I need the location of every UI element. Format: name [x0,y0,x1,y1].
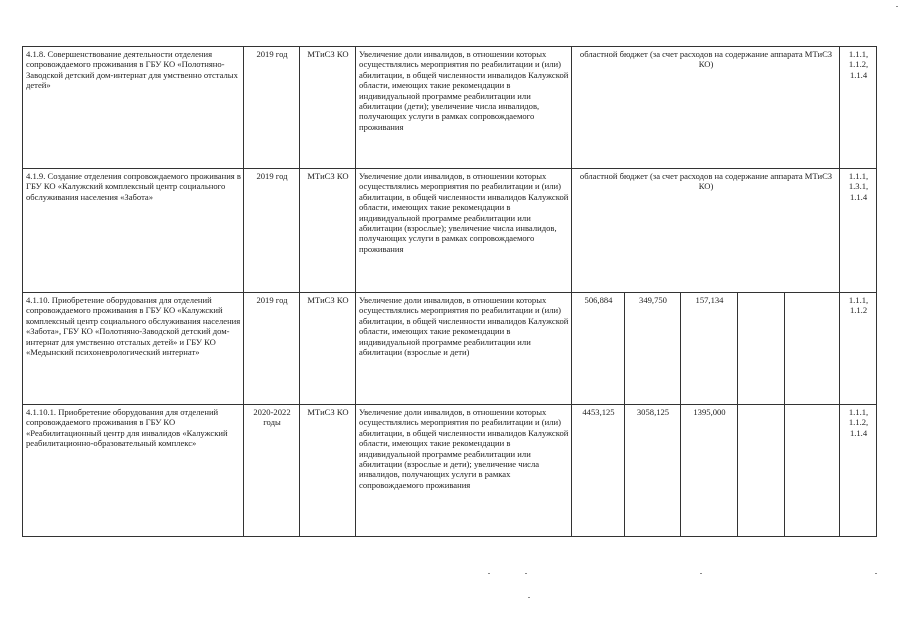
result-cell: Увеличение доли инвалидов, в отношении которых осуществлялись мероприятия по реабилитации и (или) абилитации, в общей численности инвалидов Калужской области, имеющих такие рекомендации в индивидуальной программе реабилитации или абилитации (взрослые и дети) [356,293,572,405]
scan-speck [875,573,877,574]
table-row [23,293,877,405]
table-row [23,405,877,537]
amount-total-cell: 506,884 [572,293,625,405]
indicators-cell: 1.1.1, 1.3.1, 1.1.4 [840,169,877,293]
activity-cell: 4.1.10. Приобретение оборудования для отделений сопровождаемого проживания в ГБУ КО «Калужский комплексный центр социального обслуживания населения «Забота», ГБУ КО «Полотняно-Заводской детский дом-интернат для умственно отсталых детей» и ГБУ КО «Медынский психоневрологический интернат» [23,293,244,405]
result-cell: Увеличение доли инвалидов, в отношении которых осуществлялись мероприятия по реабилитации и (или) абилитации, в общей численности инвалидов Калужской области, имеющих такие рекомендации в индивидуальной программе реабилитации или абилитации (дети); увеличение числа инвалидов, получающих услуги в рамках сопровождаемого проживания [356,47,572,169]
indicators-cell: 1.1.1, 1.1.2 [840,293,877,405]
executor-cell: МТиСЗ КО [300,293,356,405]
indicators-cell: 1.1.1, 1.1.2, 1.1.4 [840,405,877,537]
amount-total-cell: 4453,125 [572,405,625,537]
amount-b-cell: 157,134 [681,293,738,405]
document-page [22,46,876,537]
result-cell: Увеличение доли инвалидов, в отношении которых осуществлялись мероприятия по реабилитации и (или) абилитации, в общей численности инвалидов Калужской области, имеющих такие рекомендации в индивидуальной программе реабилитации или абилитации (взрослые и дети); увеличение числа инвалидов, получающих услуги в рамках сопровождаемого проживания [356,405,572,537]
scan-speck [700,573,702,574]
indicators-cell: 1.1.1, 1.1.2, 1.1.4 [840,47,877,169]
empty-amount-cell [785,293,840,405]
years-cell: 2019 год [244,293,300,405]
scan-speck [528,597,530,598]
empty-amount-cell [785,405,840,537]
executor-cell: МТиСЗ КО [300,47,356,169]
funding-note-cell: областной бюджет (за счет расходов на содержание аппарата МТиСЗ КО) [572,47,840,169]
amount-a-cell: 349,750 [625,293,681,405]
activities-table [22,46,877,537]
amount-a-cell: 3058,125 [625,405,681,537]
activity-cell: 4.1.10.1. Приобретение оборудования для отделений сопровождаемого проживания в ГБУ КО «Реабилитационный центр для инвалидов «Калужский реабилитационно-образовательный комплекс» [23,405,244,537]
scan-speck [488,573,490,574]
executor-cell: МТиСЗ КО [300,405,356,537]
amount-b-cell: 1395,000 [681,405,738,537]
executor-cell: МТиСЗ КО [300,169,356,293]
activity-cell: 4.1.9. Создание отделения сопровождаемого проживания в ГБУ КО «Калужский комплексный центр социального обслуживания населения «Забота» [23,169,244,293]
funding-note-cell: областной бюджет (за счет расходов на содержание аппарата МТиСЗ КО) [572,169,840,293]
scan-speck [896,6,898,7]
years-cell: 2019 год [244,47,300,169]
empty-amount-cell [738,405,785,537]
years-cell: 2019 год [244,169,300,293]
table-row [23,169,877,293]
activity-cell: 4.1.8. Совершенствование деятельности отделения сопровождаемого проживания в ГБУ КО «Полотняно-Заводской детский дом-интернат для умственно отсталых детей» [23,47,244,169]
table-row [23,47,877,169]
empty-amount-cell [738,293,785,405]
result-cell: Увеличение доли инвалидов, в отношении которых осуществлялись мероприятия по реабилитации и (или) абилитации, в общей численности инвалидов Калужской области, имеющих такие рекомендации в индивидуальной программе реабилитации или абилитации (взрослые); увеличение числа инвалидов, получающих услуги в рамках сопровождаемого проживания [356,169,572,293]
scan-speck [525,573,527,574]
years-cell: 2020-2022 годы [244,405,300,537]
